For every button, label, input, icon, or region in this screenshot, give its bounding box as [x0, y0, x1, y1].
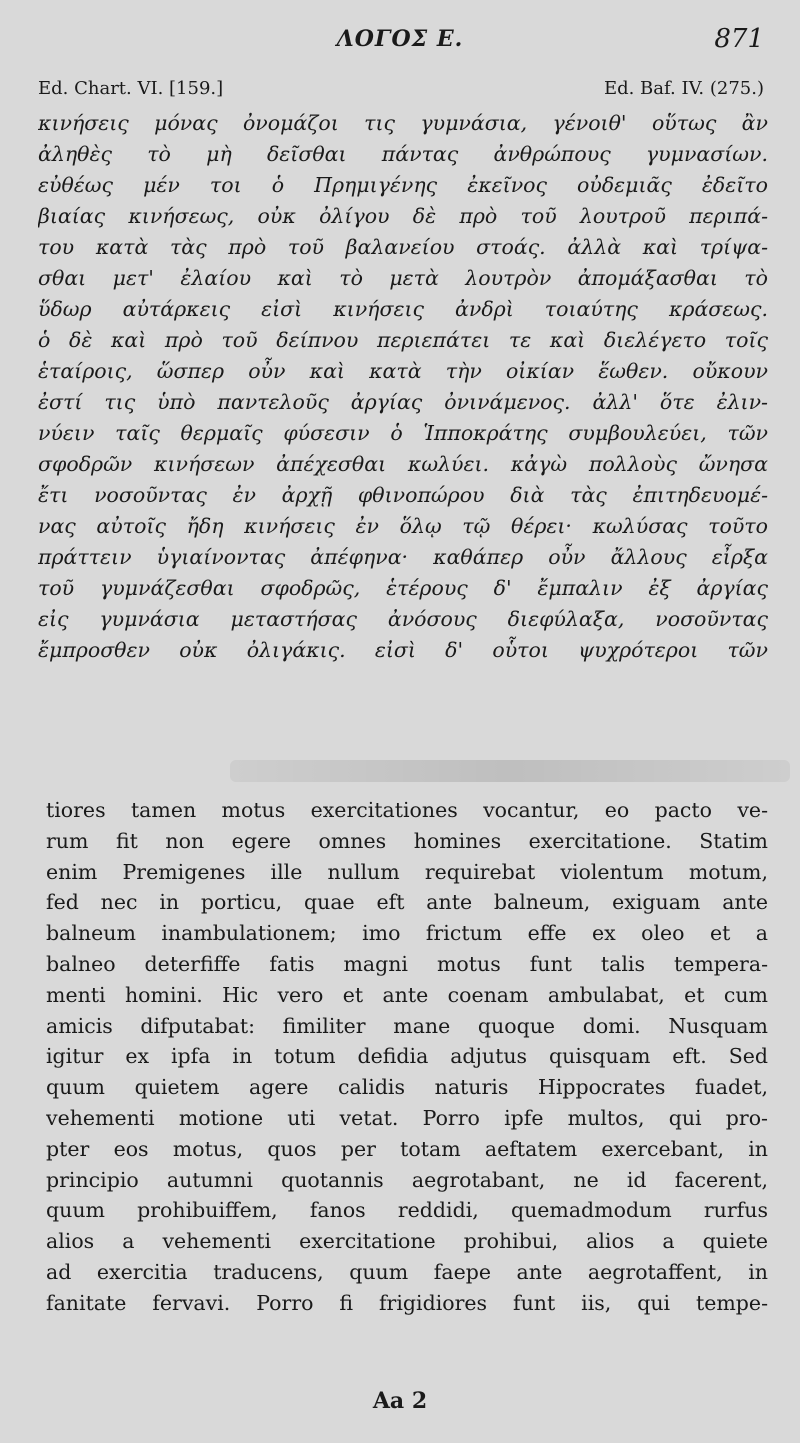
- latin-text-line: ad exercitia traducens, quum faepe ante aegrotaffent, in: [46, 1259, 768, 1284]
- running-title: ΛΟΓΟΣ Ε.: [336, 26, 464, 52]
- latin-text-line: quum prohibuiffem, fanos reddidi, quemadmodum rurfus: [46, 1198, 768, 1223]
- greek-text-line: κινήσεις μόνας ὀνομάζοι τις γυμνάσια, γένοιθ' οὕτως ἂν: [38, 111, 768, 135]
- greek-text-line: εὐθέως μέν τοι ὁ Πρημιγένης ἐκεῖνος οὐδεμιᾶς ἐδεῖτο: [38, 173, 768, 197]
- signature-mark: Aa 2: [372, 1388, 428, 1414]
- edition-reference-left: Ed. Chart. VI. [159.]: [38, 78, 224, 99]
- latin-text-line: rum fit non egere omnes homines exercitatione. Statim: [46, 828, 768, 853]
- latin-text-line: fed nec in porticu, quae eft ante balneum, exiguam ante: [46, 890, 768, 915]
- greek-text-line: νας αὐτοῖς ἤδη κινήσεις ἐν ὅλῳ τῷ θέρει· κωλύσας τοῦτο: [38, 514, 768, 538]
- greek-text-line: ὁ δὲ καὶ πρὸ τοῦ δείπνου περιεπάτει τε καὶ διελέγετο τοῖς: [38, 328, 768, 352]
- greek-text-line: ἔμπροσθεν οὐκ ὀλιγάκις. εἰσὶ δ' οὗτοι ψυχρότεροι τῶν: [38, 638, 768, 662]
- greek-text-line: ἑταίροις, ὥσπερ οὖν καὶ κατὰ τὴν οἰκίαν ἕωθεν. οὔκουν: [38, 359, 768, 383]
- latin-text-line: igitur ex ipfa in totum defidia adjutus quisquam eft. Sed: [46, 1044, 768, 1069]
- latin-text-block: [46, 795, 768, 1319]
- latin-text-line: amicis difputabat: fimiliter mane quoque domi. Nusquam: [46, 1013, 768, 1038]
- latin-text-line: balneum inambulationem; imo frictum effe ex oleo et a: [46, 921, 768, 946]
- latin-text-line: tiores tamen motus exercitationes vocantur, eo pacto ve-: [46, 798, 768, 822]
- greek-text-line: σφοδρῶν κινήσεων ἀπέχεσθαι κωλύει. κἀγὼ πολλοὺς ὤνησα: [38, 452, 768, 476]
- greek-text-line: εἰς γυμνάσια μεταστήσας ἀνόσους διεφύλαξα, νοσοῦντας: [38, 607, 768, 631]
- greek-text-line: τοῦ γυμνάζεσθαι σφοδρῶς, ἑτέρους δ' ἔμπαλιν ἐξ ἀργίας: [38, 576, 768, 600]
- greek-text-line: ἀληθὲς τὸ μὴ δεῖσθαι πάντας ἀνθρώπους γυμνασίων.: [38, 142, 768, 166]
- greek-text-line: σθαι μετ' ἐλαίου καὶ τὸ μετὰ λουτρὸν ἀπομάξασθαι τὸ: [38, 266, 768, 290]
- latin-text-line: enim Premigenes ille nullum requirebat violentum motum,: [46, 859, 768, 884]
- latin-text-line: quum quietem agere calidis naturis Hippocrates fuadet,: [46, 1075, 768, 1100]
- latin-text-line: fanitate fervavi. Porro fi frigidiores funt iis, qui tempe-: [46, 1290, 768, 1315]
- latin-text-line: pter eos motus, quos per totam aeftatem exercebant, in: [46, 1136, 768, 1161]
- greek-text-line: του κατὰ τὰς πρὸ τοῦ βαλανείου στοάς. ἀλλὰ καὶ τρίψα-: [38, 235, 768, 259]
- latin-text-line: menti homini. Hic vero et ante coenam ambulabat, et cum: [46, 982, 768, 1007]
- greek-text-line: ἔτι νοσοῦντας ἐν ἀρχῇ φθινοπώρου διὰ τὰς ἐπιτηδευομέ-: [38, 483, 768, 507]
- greek-text-line: ὕδωρ αὐτάρκεις εἰσὶ κινήσεις ἀνδρὶ τοιαύτης κράσεως.: [38, 297, 768, 321]
- greek-text-line: ἐστί τις ὑπὸ παντελοῦς ἀργίας ὀνινάμενος. ἀλλ' ὅτε ἐλιν-: [38, 390, 768, 414]
- latin-text-line: vehementi motione uti vetat. Porro ipfe multos, qui pro-: [46, 1105, 768, 1130]
- latin-text-line: principio autumni quotannis aegrotabant, ne id facerent,: [46, 1167, 768, 1192]
- show-through-smudge: [230, 760, 790, 782]
- page-number: 871: [714, 24, 764, 54]
- greek-text-line: πράττειν ὑγιαίνοντας ἀπέφηνα· καθάπερ οὖν ἄλλους εἶρξα: [38, 545, 768, 569]
- latin-text-line: alios a vehementi exercitatione prohibui, alios a quiete: [46, 1229, 768, 1254]
- greek-text-line: νύειν ταῖς θερμαῖς φύσεσιν ὁ Ἱπποκράτης συμβουλεύει, τῶν: [38, 421, 768, 445]
- greek-text-block: [38, 108, 768, 666]
- greek-text-line: βιαίας κινήσεως, οὐκ ὀλίγου δὲ πρὸ τοῦ λουτροῦ περιπά-: [38, 204, 768, 228]
- latin-text-line: balneo deterfiffe fatis magni motus funt talis tempera-: [46, 951, 768, 976]
- edition-reference-right: Ed. Baf. IV. (275.): [603, 78, 764, 99]
